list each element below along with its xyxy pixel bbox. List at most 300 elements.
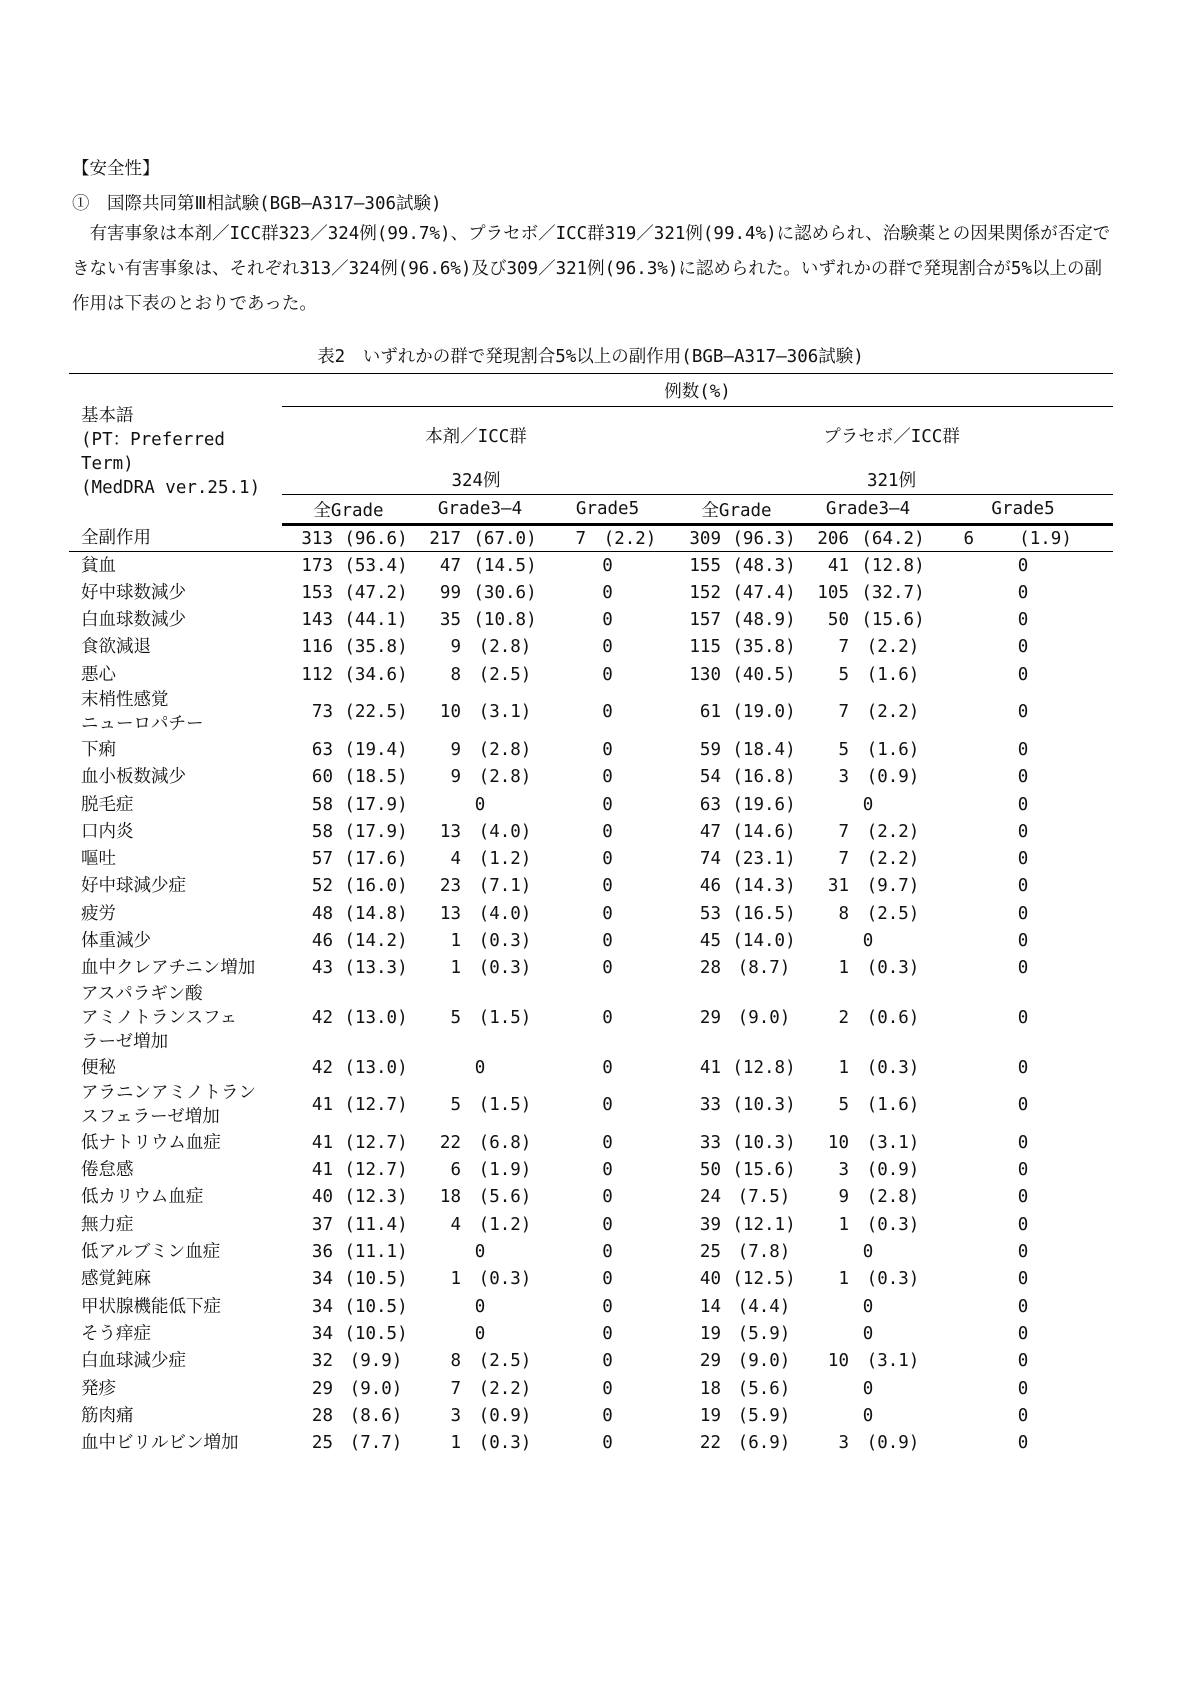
count-cell: 0 xyxy=(1017,1007,1029,1028)
percent-cell: (11.1) xyxy=(344,1242,408,1263)
count-cell: 0 xyxy=(602,876,613,897)
percent-cell: (22.5) xyxy=(344,702,408,723)
percent-cell: (9.0) xyxy=(737,1351,791,1372)
table-row xyxy=(69,634,1113,661)
header-grade: 全Grade xyxy=(282,495,415,525)
count-cell: 41 xyxy=(311,1095,333,1116)
percent-cell: (2.2) xyxy=(866,702,920,723)
count-cell: 206 xyxy=(817,528,849,549)
term-cell: 下痢 xyxy=(81,739,116,760)
count-cell: 0 xyxy=(602,582,613,603)
table-row xyxy=(69,1184,1113,1211)
percent-cell: (6.8) xyxy=(478,1132,532,1153)
count-cell: 115 xyxy=(689,637,721,658)
count-cell: 0 xyxy=(602,739,613,760)
percent-cell: (12.1) xyxy=(732,1214,796,1235)
count-cell: 1 xyxy=(450,1269,461,1290)
count-cell: 7 xyxy=(838,821,849,842)
percent-cell: (0.3) xyxy=(478,958,532,979)
count-cell: 0 xyxy=(602,664,613,685)
count-cell: 1 xyxy=(838,1214,849,1235)
count-cell: 40 xyxy=(311,1187,333,1208)
count-cell: 8 xyxy=(450,664,461,685)
percent-cell: (12.7) xyxy=(344,1132,408,1153)
count-cell: 0 xyxy=(602,931,613,951)
count-cell: 41 xyxy=(311,1132,333,1153)
percent-cell: (5.6) xyxy=(478,1187,532,1208)
count-cell: 3 xyxy=(450,1405,461,1426)
term-cell: 感覚鈍麻 xyxy=(81,1269,151,1290)
header-grade: Grade5 xyxy=(545,495,670,525)
percent-cell: (67.0) xyxy=(473,528,537,549)
percent-cell: (53.4) xyxy=(344,555,408,576)
term-line: ニューロパチー xyxy=(81,714,204,735)
count-cell: 2 xyxy=(838,1007,849,1028)
term-cell: 脱毛症 xyxy=(81,794,134,815)
count-cell: 5 xyxy=(838,664,849,685)
percent-cell: (34.6) xyxy=(344,664,408,685)
term-cell: 筋肉痛 xyxy=(81,1405,134,1426)
count-cell: 0 xyxy=(862,1405,874,1426)
term-cell: 血小板数減少 xyxy=(81,767,186,788)
table-body xyxy=(69,525,1113,1457)
count-cell: 41 xyxy=(827,555,849,576)
count-cell: 36 xyxy=(311,1242,333,1263)
count-cell: 9 xyxy=(838,1187,849,1208)
header-grade: Grade3―4 xyxy=(803,495,933,525)
count-cell: 1 xyxy=(838,1057,849,1078)
percent-cell: (2.2) xyxy=(478,1378,532,1399)
count-cell: 50 xyxy=(699,1160,721,1181)
count-cell: 0 xyxy=(862,794,874,815)
percent-cell: (14.5) xyxy=(473,555,537,576)
table-row xyxy=(69,1320,1113,1347)
count-cell: 63 xyxy=(699,794,721,815)
table-row xyxy=(69,1238,1113,1265)
term-line: アミノトランスフェ xyxy=(81,1007,238,1028)
count-cell: 0 xyxy=(862,1242,874,1263)
count-cell: 29 xyxy=(699,1007,721,1028)
percent-cell: (48.9) xyxy=(732,610,796,631)
count-cell: 45 xyxy=(699,931,721,951)
percent-cell: (12.7) xyxy=(344,1095,408,1116)
count-cell: 217 xyxy=(429,528,461,549)
percent-cell: (35.8) xyxy=(344,637,408,658)
percent-cell: (0.3) xyxy=(478,931,532,951)
count-cell: 58 xyxy=(311,821,333,842)
percent-cell: (32.7) xyxy=(861,582,925,603)
term-cell: 倦怠感 xyxy=(81,1160,134,1181)
count-cell: 46 xyxy=(699,876,721,897)
count-cell: 48 xyxy=(311,903,333,924)
count-cell: 50 xyxy=(827,610,849,631)
header-grade: 全Grade xyxy=(670,495,803,525)
table-row xyxy=(69,818,1113,845)
term-cell xyxy=(69,982,282,1054)
percent-cell: (13.0) xyxy=(344,1057,408,1078)
term-cell: 白血球数減少 xyxy=(81,610,186,631)
count-cell: 309 xyxy=(689,528,721,549)
count-cell: 0 xyxy=(1017,821,1029,842)
table-caption: 表2 いずれかの群で発現割合5%以上の副作用(BGB―A317―306試験) xyxy=(317,347,864,367)
table-row xyxy=(69,982,1113,1054)
term-cell: 疲労 xyxy=(81,903,116,924)
count-cell: 0 xyxy=(602,1433,613,1454)
percent-cell: (12.5) xyxy=(732,1269,796,1290)
term-cell: 血中クレアチニン増加 xyxy=(81,958,256,979)
term-cell: 便秘 xyxy=(81,1057,116,1078)
percent-cell: (96.6) xyxy=(344,528,408,549)
count-cell: 0 xyxy=(1017,1132,1029,1153)
count-cell: 0 xyxy=(1017,1351,1029,1372)
table-row xyxy=(69,955,1113,982)
percent-cell: (7.1) xyxy=(478,876,532,897)
count-cell: 33 xyxy=(699,1095,721,1116)
percent-cell: (0.3) xyxy=(478,1433,532,1454)
count-cell: 0 xyxy=(1017,1378,1029,1399)
count-cell: 25 xyxy=(699,1242,721,1263)
count-cell: 59 xyxy=(699,739,721,760)
term-cell: 甲状腺機能低下症 xyxy=(81,1296,221,1317)
count-cell: 42 xyxy=(311,1057,333,1078)
percent-cell: (16.0) xyxy=(344,876,408,897)
percent-cell: (9.0) xyxy=(349,1378,403,1399)
count-cell: 13 xyxy=(439,903,461,924)
header-grade: Grade5 xyxy=(933,495,1113,525)
count-cell: 0 xyxy=(862,1323,874,1344)
percent-cell: (9.9) xyxy=(349,1351,403,1372)
count-cell: 0 xyxy=(1017,1242,1029,1263)
count-cell: 0 xyxy=(602,1007,613,1028)
count-cell: 0 xyxy=(1017,931,1029,951)
count-cell: 8 xyxy=(450,1351,461,1372)
count-cell: 0 xyxy=(1017,794,1029,815)
percent-cell: (0.9) xyxy=(866,1160,920,1181)
count-cell: 5 xyxy=(450,1007,461,1028)
table-row xyxy=(69,736,1113,763)
percent-cell: (1.6) xyxy=(866,739,920,760)
count-cell: 7 xyxy=(838,702,849,723)
count-cell: 1 xyxy=(838,1269,849,1290)
count-cell: 173 xyxy=(301,555,333,576)
count-cell: 61 xyxy=(699,702,721,723)
section-title: 【安全性】 xyxy=(72,159,160,179)
term-cell: 嘔吐 xyxy=(81,849,116,870)
count-cell: 0 xyxy=(602,1095,613,1116)
term-cell: 口内炎 xyxy=(81,821,134,842)
percent-cell: (0.6) xyxy=(866,1007,920,1028)
count-cell: 0 xyxy=(1017,739,1029,760)
count-cell: 60 xyxy=(311,767,333,788)
count-cell: 0 xyxy=(1017,555,1029,576)
percent-cell: (17.9) xyxy=(344,821,408,842)
count-cell: 0 xyxy=(1017,1160,1029,1181)
percent-cell: (14.0) xyxy=(732,931,796,951)
count-cell: 0 xyxy=(1017,903,1029,924)
table-row xyxy=(69,1430,1113,1457)
count-cell: 53 xyxy=(699,903,721,924)
header-pt-line: (MedDRA ver.25.1) xyxy=(81,478,261,499)
percent-cell: (0.9) xyxy=(866,1433,920,1454)
percent-cell: (96.3) xyxy=(732,528,796,549)
count-cell: 23 xyxy=(439,876,461,897)
count-cell: 54 xyxy=(699,767,721,788)
header-count-label: 例数(%) xyxy=(282,374,1113,407)
percent-cell: (17.6) xyxy=(344,849,408,870)
count-cell: 41 xyxy=(699,1057,721,1078)
count-cell: 105 xyxy=(817,582,849,603)
count-cell: 47 xyxy=(439,555,461,576)
count-cell: 0 xyxy=(1017,582,1029,603)
count-cell: 0 xyxy=(602,1160,613,1181)
table-row xyxy=(69,606,1113,633)
count-cell: 1 xyxy=(450,958,461,979)
percent-cell: (4.0) xyxy=(478,903,532,924)
percent-cell: (13.0) xyxy=(344,1007,408,1028)
percent-cell: (18.4) xyxy=(732,739,796,760)
term-cell: 発疹 xyxy=(81,1378,116,1399)
count-cell: 1 xyxy=(838,958,849,979)
percent-cell: (1.2) xyxy=(478,849,532,870)
term-cell xyxy=(69,688,282,736)
header-pt-cell xyxy=(69,374,282,525)
count-cell: 63 xyxy=(311,739,333,760)
percent-cell: (0.3) xyxy=(866,1269,920,1290)
table-row xyxy=(69,688,1113,736)
adverse-reactions-table xyxy=(69,373,1113,1457)
count-cell: 112 xyxy=(301,664,333,685)
percent-cell: (1.9) xyxy=(1019,528,1072,549)
count-cell: 0 xyxy=(602,1405,613,1426)
term-cell: そう痒症 xyxy=(81,1323,151,1344)
table-row xyxy=(69,1348,1113,1375)
count-cell: 9 xyxy=(450,767,461,788)
table-row xyxy=(69,900,1113,927)
percent-cell: (3.1) xyxy=(866,1351,920,1372)
percent-cell: (35.8) xyxy=(732,637,796,658)
count-cell: 22 xyxy=(439,1132,461,1153)
count-cell: 74 xyxy=(699,849,721,870)
count-cell: 116 xyxy=(301,637,333,658)
table-row xyxy=(69,1081,1113,1129)
percent-cell: (2.8) xyxy=(478,739,532,760)
percent-cell: (1.2) xyxy=(478,1214,532,1235)
count-cell: 0 xyxy=(1017,1269,1029,1290)
count-cell: 73 xyxy=(311,702,333,723)
count-cell: 10 xyxy=(827,1132,849,1153)
percent-cell: (7.8) xyxy=(737,1242,791,1263)
count-cell: 29 xyxy=(699,1351,721,1372)
table-row xyxy=(69,525,1113,552)
count-cell: 7 xyxy=(450,1378,461,1399)
percent-cell: (5.6) xyxy=(737,1378,791,1399)
term-cell: 白血球減少症 xyxy=(81,1351,186,1372)
percent-cell: (9.0) xyxy=(737,1007,791,1028)
percent-cell: (1.5) xyxy=(478,1007,532,1028)
table-row xyxy=(69,927,1113,954)
count-cell: 0 xyxy=(1017,1405,1029,1426)
percent-cell: (0.9) xyxy=(478,1405,532,1426)
percent-cell: (4.4) xyxy=(737,1296,791,1317)
summary-paragraph: 有害事象は本剤／ICC群323／324例(99.7%)、プラセボ／ICC群319／321例(99.4%)に認められ、治験薬との因果関係が否定できない有害事象は、それぞれ313／324例(96.6%)及び309／321例(96.3%)に認められた。いずれかの群で発現割合が5%以上の副作用は下表のとおりであった。 xyxy=(72,224,1111,314)
percent-cell: (48.3) xyxy=(732,555,796,576)
percent-cell: (64.2) xyxy=(861,528,925,549)
count-cell: 0 xyxy=(602,794,613,815)
term-cell: 好中球数減少 xyxy=(81,582,186,603)
count-cell: 157 xyxy=(689,610,721,631)
count-cell: 0 xyxy=(602,637,613,658)
count-cell: 0 xyxy=(1017,664,1029,685)
percent-cell: (2.5) xyxy=(478,1351,532,1372)
count-cell: 0 xyxy=(602,849,613,870)
percent-cell: (14.3) xyxy=(732,876,796,897)
percent-cell: (23.1) xyxy=(732,849,796,870)
count-cell: 24 xyxy=(699,1187,721,1208)
count-cell: 0 xyxy=(602,610,613,631)
count-cell: 8 xyxy=(838,903,849,924)
count-cell: 5 xyxy=(450,1095,461,1116)
percent-cell: (1.6) xyxy=(866,664,920,685)
percent-cell: (12.7) xyxy=(344,1160,408,1181)
header-pt-line: 基本語 xyxy=(81,406,134,427)
percent-cell: (10.3) xyxy=(732,1095,796,1116)
count-cell: 40 xyxy=(699,1269,721,1290)
count-cell: 5 xyxy=(838,1095,849,1116)
percent-cell: (15.6) xyxy=(732,1160,796,1181)
count-cell: 1 xyxy=(450,1433,461,1454)
percent-cell: (12.8) xyxy=(732,1057,796,1078)
count-cell: 10 xyxy=(827,1351,849,1372)
count-cell: 313 xyxy=(301,528,333,549)
percent-cell: (10.3) xyxy=(732,1132,796,1153)
count-cell: 4 xyxy=(450,849,461,870)
count-cell: 0 xyxy=(602,821,613,842)
header-pt-line: (PT：Preferred Term) xyxy=(81,430,225,475)
count-cell: 46 xyxy=(311,931,333,951)
percent-cell: (14.2) xyxy=(344,931,408,951)
count-cell: 0 xyxy=(1017,1057,1029,1078)
term-cell: 好中球減少症 xyxy=(81,876,186,897)
count-cell: 28 xyxy=(311,1405,333,1426)
percent-cell: (16.5) xyxy=(732,903,796,924)
table-row xyxy=(69,791,1113,818)
count-cell: 47 xyxy=(699,821,721,842)
percent-cell: (2.5) xyxy=(478,664,532,685)
term-cell: 血中ビリルビン増加 xyxy=(81,1433,239,1454)
count-cell: 22 xyxy=(699,1433,721,1454)
count-cell: 99 xyxy=(439,582,461,603)
term-cell: 体重減少 xyxy=(81,931,151,951)
count-cell: 0 xyxy=(1017,702,1029,723)
percent-cell: (8.6) xyxy=(349,1405,403,1426)
count-cell: 19 xyxy=(699,1323,721,1344)
count-cell: 18 xyxy=(699,1378,721,1399)
percent-cell: (44.1) xyxy=(344,610,408,631)
percent-cell: (7.7) xyxy=(349,1433,403,1454)
term-line: アスパラギン酸 xyxy=(81,983,203,1004)
count-cell: 130 xyxy=(689,664,721,685)
count-cell: 19 xyxy=(699,1405,721,1426)
term-cell: 無力症 xyxy=(81,1214,134,1235)
count-cell: 1 xyxy=(450,931,461,951)
count-cell: 9 xyxy=(450,739,461,760)
count-cell: 0 xyxy=(602,1242,613,1263)
percent-cell: (12.3) xyxy=(344,1187,408,1208)
count-cell: 43 xyxy=(311,958,333,979)
count-cell: 155 xyxy=(689,555,721,576)
count-cell: 31 xyxy=(827,876,849,897)
term-cell xyxy=(69,1081,282,1129)
count-cell: 39 xyxy=(699,1214,721,1235)
percent-cell: (4.0) xyxy=(478,821,532,842)
count-cell: 0 xyxy=(474,1057,486,1078)
count-cell: 14 xyxy=(699,1296,721,1317)
count-cell: 41 xyxy=(311,1160,333,1181)
term-line: ラーゼ増加 xyxy=(81,1031,169,1052)
count-cell: 0 xyxy=(602,1187,613,1208)
percent-cell: (47.2) xyxy=(344,582,408,603)
percent-cell: (0.3) xyxy=(866,1214,920,1235)
count-cell: 0 xyxy=(862,1378,874,1399)
count-cell: 58 xyxy=(311,794,333,815)
count-cell: 0 xyxy=(862,931,874,951)
header-grade: Grade3―4 xyxy=(415,495,545,525)
percent-cell: (2.8) xyxy=(478,767,532,788)
count-cell: 0 xyxy=(602,1269,613,1290)
count-cell: 28 xyxy=(699,958,721,979)
table-row xyxy=(69,1211,1113,1238)
percent-cell: (1.9) xyxy=(478,1160,532,1181)
table-row xyxy=(69,764,1113,791)
count-cell: 33 xyxy=(699,1132,721,1153)
study-heading: ① 国際共同第Ⅲ相試験(BGB―A317―306試験) xyxy=(72,194,442,214)
percent-cell: (11.4) xyxy=(344,1214,408,1235)
percent-cell: (1.6) xyxy=(866,1095,920,1116)
percent-cell: (13.3) xyxy=(344,958,408,979)
table-row xyxy=(69,552,1113,579)
count-cell: 0 xyxy=(474,794,486,815)
count-cell: 3 xyxy=(838,767,849,788)
table-row xyxy=(69,1293,1113,1320)
percent-cell: (2.2) xyxy=(603,528,657,549)
percent-cell: (14.8) xyxy=(344,903,408,924)
count-cell: 0 xyxy=(602,555,613,576)
term-cell: 食欲減退 xyxy=(81,637,151,658)
percent-cell: (1.5) xyxy=(478,1095,532,1116)
percent-cell: (47.4) xyxy=(732,582,796,603)
percent-cell: (19.6) xyxy=(732,794,796,815)
count-cell: 34 xyxy=(311,1269,333,1290)
count-cell: 0 xyxy=(1017,1214,1029,1235)
count-cell: 34 xyxy=(311,1323,333,1344)
count-cell: 0 xyxy=(602,1323,613,1344)
term-cell: 貧血 xyxy=(81,555,116,576)
count-cell: 0 xyxy=(602,1057,613,1078)
table-row xyxy=(69,845,1113,872)
percent-cell: (12.8) xyxy=(861,555,925,576)
count-cell: 18 xyxy=(439,1187,461,1208)
count-cell: 0 xyxy=(602,702,613,723)
count-cell: 3 xyxy=(838,1433,849,1454)
count-cell: 9 xyxy=(450,637,461,658)
count-cell: 5 xyxy=(838,739,849,760)
term-cell: 低ナトリウム血症 xyxy=(81,1132,221,1153)
count-cell: 10 xyxy=(439,702,461,723)
percent-cell: (0.9) xyxy=(866,767,920,788)
header-group-a-n: 324例 xyxy=(282,465,670,495)
percent-cell: (2.2) xyxy=(866,637,920,658)
count-cell: 0 xyxy=(1017,767,1029,788)
